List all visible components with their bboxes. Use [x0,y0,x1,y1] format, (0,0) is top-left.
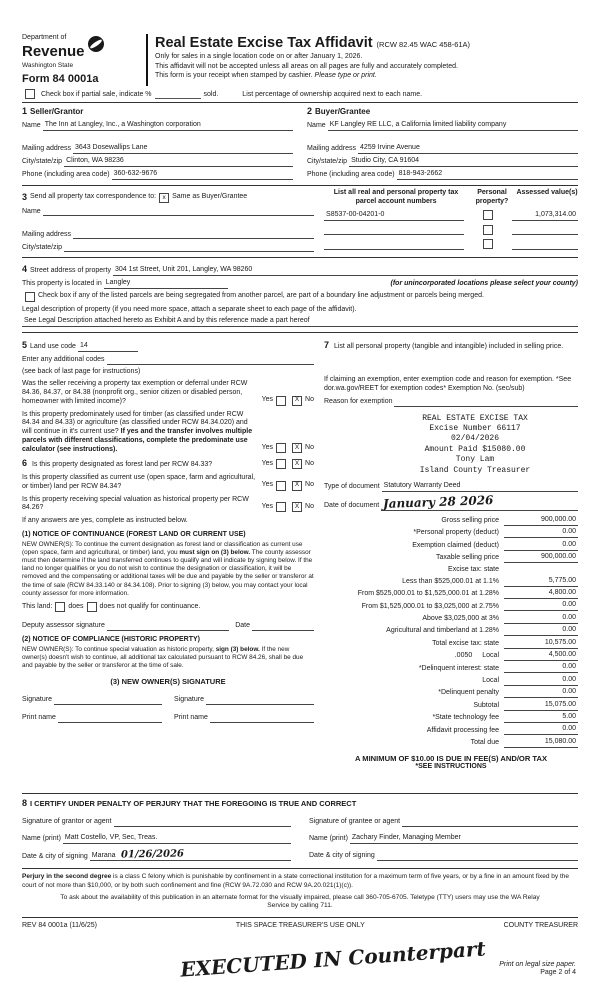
stamp-line: REAL ESTATE EXCISE TAX [422,413,528,423]
header-note-3: This form is your receipt when stamped by cashier. Please type or print. [155,72,377,79]
parcel-number-field[interactable] [324,225,464,235]
buyer-city-label: City/state/zip [307,158,348,166]
land-qualify-row [22,602,314,612]
print-name-label: Print name [22,713,56,721]
current-use-question-text: Is this property classified as current use (open space, farm and agricultural, or timber) land per RCW 84.34? [22,474,256,490]
rev-number: REV 84 0001a (11/6/25) [22,921,97,929]
treasurer-space-label: THIS SPACE TREASURER'S USE ONLY [235,921,365,929]
tax-row [324,713,578,723]
tax-row-label: Less than $525,000.01 at 1.1% [402,577,499,585]
tax-row [324,626,578,636]
tax-row [324,725,578,735]
section-7-number: 7 [324,340,330,351]
exemption-yes-checkbox[interactable] [276,396,286,406]
owner-print-name-field-2[interactable] [210,713,314,723]
seller-phone-label: Phone (including area code) [22,171,110,179]
parcel-number-field[interactable] [324,240,464,250]
header [22,34,578,86]
dor-logo-icon [88,36,104,52]
tax-row-amount[interactable]: 15,080.00 [504,738,578,748]
exemption-no-checkbox[interactable]: X [292,396,302,406]
tax-row [324,553,578,563]
current-use-yes-checkbox[interactable] [276,481,286,491]
handwritten-document-date: January 28 2026 [383,493,494,511]
tax-row-amount[interactable]: 0.00 [504,601,578,611]
tax-row-amount[interactable]: 5.00 [504,713,578,723]
parcel-table-header [324,189,578,206]
title-block [146,34,578,86]
accessibility-note: To ask about the availability of this publication in an alternate format for the visually impaired, please call 360-705-6705. Teletype (TTY) users may use the WA Relay Service by calling 711. [60,894,540,910]
tax-row-label: Subtotal [473,701,499,709]
does-qualify-checkbox[interactable] [55,602,65,612]
buyer-name-field[interactable]: KF Langley RE LLC, a California limited liability company [328,121,578,131]
deputy-assessor-signature-field[interactable] [107,621,229,631]
personal-property-checkbox[interactable] [483,210,493,220]
buyer-title: Buyer/Grantee [315,107,371,117]
seller-mailing-field[interactable]: 3643 Dosewallips Lane [73,144,293,154]
certify-title: I CERTIFY UNDER PENALTY OF PERJURY THAT THE FOREGOING IS TRUE AND CORRECT [30,799,357,809]
tax-row [324,589,578,599]
grantor-name-field[interactable]: Matt Costello, VP, Sec, Treas. [63,834,291,844]
section-3-number: 3 [22,192,28,203]
tax-row-amount[interactable]: 5,775.00 [504,577,578,587]
personal-property-blank-field[interactable] [324,352,578,376]
section-4-number: 4 [22,264,28,275]
parcel-row [324,225,578,236]
exemption-yes-no-group [262,396,314,406]
stamp-line: Island County Treasurer [419,465,531,475]
does-label: does [68,602,84,610]
tax-row-label: *Delinquent penalty [438,689,499,697]
segregated-note: Check box if any of the listed parcels are being segregated from another parcel, are part of a boundary line adjustment or parcels being merged. [38,292,484,300]
grantee-name-field[interactable]: Zachary Finder, Managing Member [350,834,578,844]
parcel-number-field[interactable]: S8537-00-04201-0 [324,211,464,221]
tax-row [324,651,578,661]
tax-row [324,676,578,686]
notice-compliance-body: NEW OWNER(S): To continue special valuation as historic property, sign (3) below. If the new owner(s) doesn't wish to continue, all additional tax calculated pursuant to RCW 84.26, shall be due and payable by the seller or transferor at the time of sale. [22,645,304,670]
parcel-row [324,210,578,221]
tax-row-label: Local [482,677,499,685]
tax-row-label: Excise tax: state [448,565,499,573]
new-owners-signature-title: (3) NEW OWNER(S) SIGNATURE [110,677,226,687]
page-number: Page 2 of 4 [540,969,576,977]
tax-row [324,577,578,587]
forest-yes-checkbox[interactable] [276,459,286,469]
see-instructions-note: *SEE INSTRUCTIONS [415,763,487,771]
reason-for-exemption-label: Reason for exemption [324,397,393,405]
handwritten-executed-note: EXECUTED IN Counterpart [179,936,487,982]
segregated-checkbox[interactable] [25,292,35,302]
owner-signature-field-1[interactable] [54,695,162,705]
buyer-phone-field[interactable]: 818-943-2662 [397,170,578,180]
tax-rate-prefix: .0050 [454,652,473,660]
buyer-city-field[interactable]: Studio City, CA 91604 [349,157,578,167]
same-as-buyer-label: Same as Buyer/Grantee [172,193,248,201]
forest-no-checkbox[interactable]: X [292,459,302,469]
tax-row [324,663,578,673]
print-instructions [499,961,576,979]
property-location-section [22,258,578,333]
exemption-question [22,380,314,406]
buyer-grantee-section [307,106,578,180]
main-columns [22,333,578,785]
historic-no-checkbox[interactable]: X [292,502,302,512]
buyer-mailing-label: Mailing address [307,145,357,153]
this-land-label: This land: [22,602,53,610]
yes-label: Yes [261,396,274,404]
parcel-row [324,239,578,250]
correspondence-name-label: Name [22,207,41,215]
washington-state-label: Washington State [22,61,74,69]
tax-row-label: Total excise tax: state [432,639,499,647]
stamp-line: Excise Number 66117 [429,424,521,434]
tax-row-label: From $1,525,000.01 to $3,025,000 at 2.75% [361,602,499,610]
tax-row [324,614,578,624]
forest-yes-no-group [262,459,314,469]
tax-row-amount[interactable]: 0.00 [504,663,578,673]
historic-yes-checkbox[interactable] [276,502,286,512]
tax-row-label: Total due [470,739,499,746]
seller-title: Seller/Grantor [30,107,84,117]
tax-row [324,601,578,611]
tax-row-amount[interactable]: 0.00 [504,688,578,698]
additional-codes-label: Enter any additional codes [22,355,105,363]
tax-row-amount[interactable] [504,565,578,574]
tax-row [324,701,578,711]
notice-continuance-body: NEW OWNER(S): To continue the current designation as forest land or classification as current use (open space, farm and agricultural, or timber) land, you must sign on (3) below. The county assessor must then determine if the land transferred continues to qualify and will indicate by signing below. If the land no longer qualifies or you do not wish to continue the designation or classification, it will be removed and the compensating or additional taxes will be due and payable by the seller or transferor at the time of sale (RCW 84.33.140 or 84.34.108). Prior to signing (3) below, you may contact your local county assessor for more information. [22,540,314,597]
current-use-question [22,474,314,492]
exemption-question-text: Was the seller receiving a property tax exemption or deferral under RCW 84.36, 84.37, or 84.38 (nonprofit org., senior citizen or disabled person, homeowner with limited income)? [22,380,248,405]
tax-row-label: Gross selling price [441,516,499,524]
tax-row [324,565,578,574]
grantor-name-label: Name (print) [22,834,61,842]
yes-label: Yes [261,459,274,467]
signature-label: Signature [22,695,52,703]
correspondence-name-field[interactable] [43,206,314,216]
footer-row [22,917,578,931]
grantee-name-label: Name (print) [309,834,348,842]
personal-property-intro [324,340,578,352]
partial-sale-row [22,89,578,103]
county-treasurer-label: COUNTY TREASURER [503,921,578,929]
historic-question-text: Is this property receiving special valuation as historical property per RCW 84.26? [22,495,249,512]
tax-row [324,738,578,748]
deputy-assessor-label: Deputy assessor signature [22,622,105,630]
forest-land-question-text: 6 Is this property designated as forest land per RCW 84.33? [22,458,213,469]
current-use-yes-no-group [262,481,314,491]
personal-property-header: Personal property? [475,189,509,205]
tax-row-amount[interactable]: 900,000.00 [504,516,578,526]
tax-row-label: *State technology fee [432,714,499,722]
forest-land-question [22,458,314,470]
notice-continuance-title: (1) NOTICE OF CONTINUANCE (FOREST LAND OR CURRENT USE) [22,530,246,538]
parcel-numbers-header: List all real and personal property tax parcel account numbers [333,189,459,205]
does-not-label: does not qualify for continuance. [99,602,201,610]
correspondence-left [22,189,314,252]
correspondence-city-label: City/state/zip [22,243,63,251]
current-use-no-checkbox[interactable]: X [292,481,302,491]
tax-row-amount[interactable]: 10,575.00 [504,639,578,649]
see-back-note: (see back of last page for instructions) [22,367,141,375]
buyer-name-label: Name [307,122,326,130]
tax-row-label: Affidavit processing fee [426,726,499,734]
section-2-number: 2 [307,106,313,117]
legal-size-note: Print on legal size paper. [499,960,576,968]
date-of-document-field[interactable] [381,493,578,511]
section-6-number: 6 [22,458,28,469]
tax-row-amount[interactable]: 15,075.00 [504,701,578,711]
no-label: No [305,481,314,489]
stamp-line: Amount Paid $15080.00 [424,444,526,454]
partial-percent-field[interactable] [155,90,201,99]
grantee-certification [309,810,578,862]
minimum-due-note: A MINIMUM OF $10.00 IS DUE IN FEE(S) AND/OR TAX [354,753,548,763]
correspondence-city-field[interactable] [64,242,314,252]
tax-row-label: *Delinquent interest: state [418,664,499,672]
buyer-mailing-field[interactable]: 4259 Irvine Avenue [358,144,578,154]
tax-row-amount[interactable]: 0.00 [504,528,578,538]
header-note-2: This affidavit will not be accepted unless all areas on all pages are fully and accurately completed. [155,62,458,70]
notice-compliance-title: (2) NOTICE OF COMPLIANCE (HISTORIC PROPERTY) [22,635,200,643]
partial-sale-checkbox[interactable] [25,89,35,99]
grantor-certification [22,810,291,862]
tax-row-label: From $525,000.01 to $1,525,000.01 at 1.28% [357,590,499,598]
street-address-field[interactable]: 304 1st Street, Unit 201, Langley, WA 98260 [113,266,578,276]
rcw-reference: (RCW 82.45 WAC 458-61A) [376,40,471,49]
grantee-date-city-label: Date & city of signing [309,851,375,859]
historic-yes-no-group [262,502,314,512]
parties-section [22,103,578,186]
tax-row-amount[interactable]: 0.00 [504,725,578,735]
yes-label: Yes [261,444,274,451]
grantor-date-city-field[interactable]: Marana 01/26/2026 [90,851,291,862]
perjury-statement: Perjury in the second degree is a class C felony which is punishable by confinement in a state correctional institution for a maximum term of five years, or by a fine in an amount fixed by the court of not more than $10,000, or by both such confinement and fine (RCW 9A.72.030 and RCW 9A.20.021(1)(c)). [22,868,578,890]
tax-row [324,541,578,551]
print-name-label: Print name [174,713,208,721]
buyer-phone-label: Phone (including area code) [307,171,395,179]
tax-row [324,688,578,698]
treasurer-excise-stamp [380,414,570,476]
exemption-claim-note: If claiming an exemption, enter exemption code and reason for exemption. *See dor.wa.gov/REET for exemption codes* Exemption No. (sec/sub) [324,376,572,392]
located-in-field[interactable]: Langley [104,279,228,289]
land-use-code-label: Land use code [30,342,76,350]
tax-row-label: Exemption claimed (deduct) [412,541,499,549]
timber-no-checkbox[interactable]: X [292,443,302,453]
ownership-note: List percentage of ownership acquired next to each name. [242,90,423,98]
assessed-value-header: Assessed value(s) [516,189,578,197]
correspondence-section [22,186,578,258]
tax-row-amount[interactable]: 4,500.00 [504,651,578,661]
stamp-line: Tony Lam [455,455,495,465]
parcel-table [324,189,578,252]
sold-label: sold. [203,90,219,98]
same-as-buyer-checkbox[interactable]: x [159,193,169,203]
tax-row-amount[interactable]: 0.00 [504,614,578,624]
tax-row [324,516,578,526]
timber-yes-checkbox[interactable] [276,443,286,453]
grantor-date-city-label: Date & city of signing [22,852,88,860]
tax-row-amount[interactable]: 0.00 [504,541,578,551]
form-number: Form 84 0001a [22,72,99,85]
deputy-date-field[interactable] [252,621,314,631]
grantee-signature-field[interactable] [402,817,578,827]
legal-description-label: Legal description of property (if you need more space, attach a separate sheet to each page of the affidavit). [22,305,357,313]
grantee-date-city-field[interactable] [377,851,578,861]
no-label: No [305,459,314,467]
tax-row-amount[interactable]: 0.00 [504,676,578,686]
if-yes-note: If any answers are yes, complete as instructed below. [22,517,188,525]
owner-signature-row [22,687,314,705]
grantor-signature-field[interactable] [114,817,291,827]
no-label: No [305,444,314,451]
personal-property-checkbox[interactable] [483,239,493,249]
type-of-document-field[interactable]: Statutory Warranty Deed [382,482,578,492]
tax-row-label: *Personal property (deduct) [413,529,499,537]
correspondence-mailing-label: Mailing address [22,230,72,238]
owner-print-name-field-1[interactable] [58,713,162,723]
personal-property-checkbox[interactable] [483,225,493,235]
tax-row-label: Local [482,652,499,660]
no-label: No [305,396,314,404]
tax-row-label: Above $3,025,000 at 3% [422,615,499,623]
does-not-qualify-checkbox[interactable] [87,602,97,612]
section-8-number: 8 [22,798,28,809]
left-column [22,337,314,785]
stamp-line: 02/04/2026 [450,434,499,444]
tax-row [324,639,578,649]
grantor-signature-label: Signature of grantor or agent [22,817,112,825]
correspondence-mailing-field[interactable] [73,229,314,239]
tax-table [324,516,578,748]
owner-print-name-row [22,705,314,723]
handwritten-signing-date: 01/26/2026 [121,848,185,861]
legal-description-field[interactable]: See Legal Description attached hereto as Exhibit A and by this reference made a part hereof [22,317,578,327]
personal-property-intro-text: List all personal property (tangible and intangible) included in selling price. [333,343,564,351]
right-column [324,337,578,785]
timber-question [22,411,314,455]
agency-block [22,34,146,86]
assessed-value-field[interactable] [512,240,578,250]
tax-row-amount[interactable]: 900,000.00 [504,553,578,563]
tax-row-amount[interactable]: 0.00 [504,626,578,636]
tax-row-label: Taxable selling price [435,554,499,562]
timber-question-text: Is this property predominately used for timber (as classified under RCW 84.34 and 84.33) or agriculture (as classified under RCW 84.34.020) and will continue in it's current use? If yes and the transfer involves multiple parcels with different classifications, complete the predominate use calculator (see instructions). [22,410,253,453]
land-use-code-field[interactable]: 14 [78,342,138,352]
timber-yes-no-group [262,443,314,453]
seller-city-label: City/state/zip [22,158,63,166]
seller-mailing-label: Mailing address [22,145,72,153]
assessed-value-field[interactable]: 1,073,314.00 [512,211,578,221]
street-address-label: Street address of property [30,266,111,274]
date-of-document-label: Date of document [324,501,380,509]
seller-phone-field[interactable]: 360-632-9676 [112,170,293,180]
seller-name-field[interactable]: The Inn at Langley, Inc., a Washington corporation [43,121,293,131]
department-of-label: Department of [22,34,67,41]
section-5-number: 5 [22,340,28,351]
owner-signature-field-2[interactable] [206,695,314,705]
page-title: Real Estate Excise Tax Affidavit [155,35,373,51]
type-of-document-label: Type of document [324,483,380,491]
certification-section [22,793,578,861]
historic-question [22,496,314,514]
partial-sale-label: Check box if partial sale, indicate % [41,90,152,98]
unincorporated-note: (for unincorporated locations please select your county) [390,279,578,287]
signature-label: Signature [174,695,204,703]
header-note-1: Only for sales in a single location code on or after January 1, 2026. [155,53,363,61]
additional-codes-field[interactable] [107,355,315,365]
seller-name-label: Name [22,122,41,130]
grantee-signature-label: Signature of grantee or agent [309,817,401,825]
section-1-number: 1 [22,106,28,117]
reason-for-exemption-field[interactable] [394,397,578,407]
tax-row-amount[interactable]: 4,800.00 [504,589,578,599]
deputy-date-label: Date [235,622,250,630]
tax-row-label: Agricultural and timberland at 1.28% [386,627,499,635]
tax-row [324,528,578,538]
assessed-value-field[interactable] [512,225,578,235]
yes-label: Yes [261,502,274,510]
located-in-label: This property is located in [22,279,102,287]
send-correspondence-label: Send all property tax correspondence to: [30,193,157,201]
revenue-wordmark: Revenue [22,42,85,60]
seller-grantor-section [22,106,293,180]
yes-label: Yes [261,481,274,489]
no-label: No [305,502,314,510]
seller-city-field[interactable]: Clinton, WA 98236 [64,157,293,167]
